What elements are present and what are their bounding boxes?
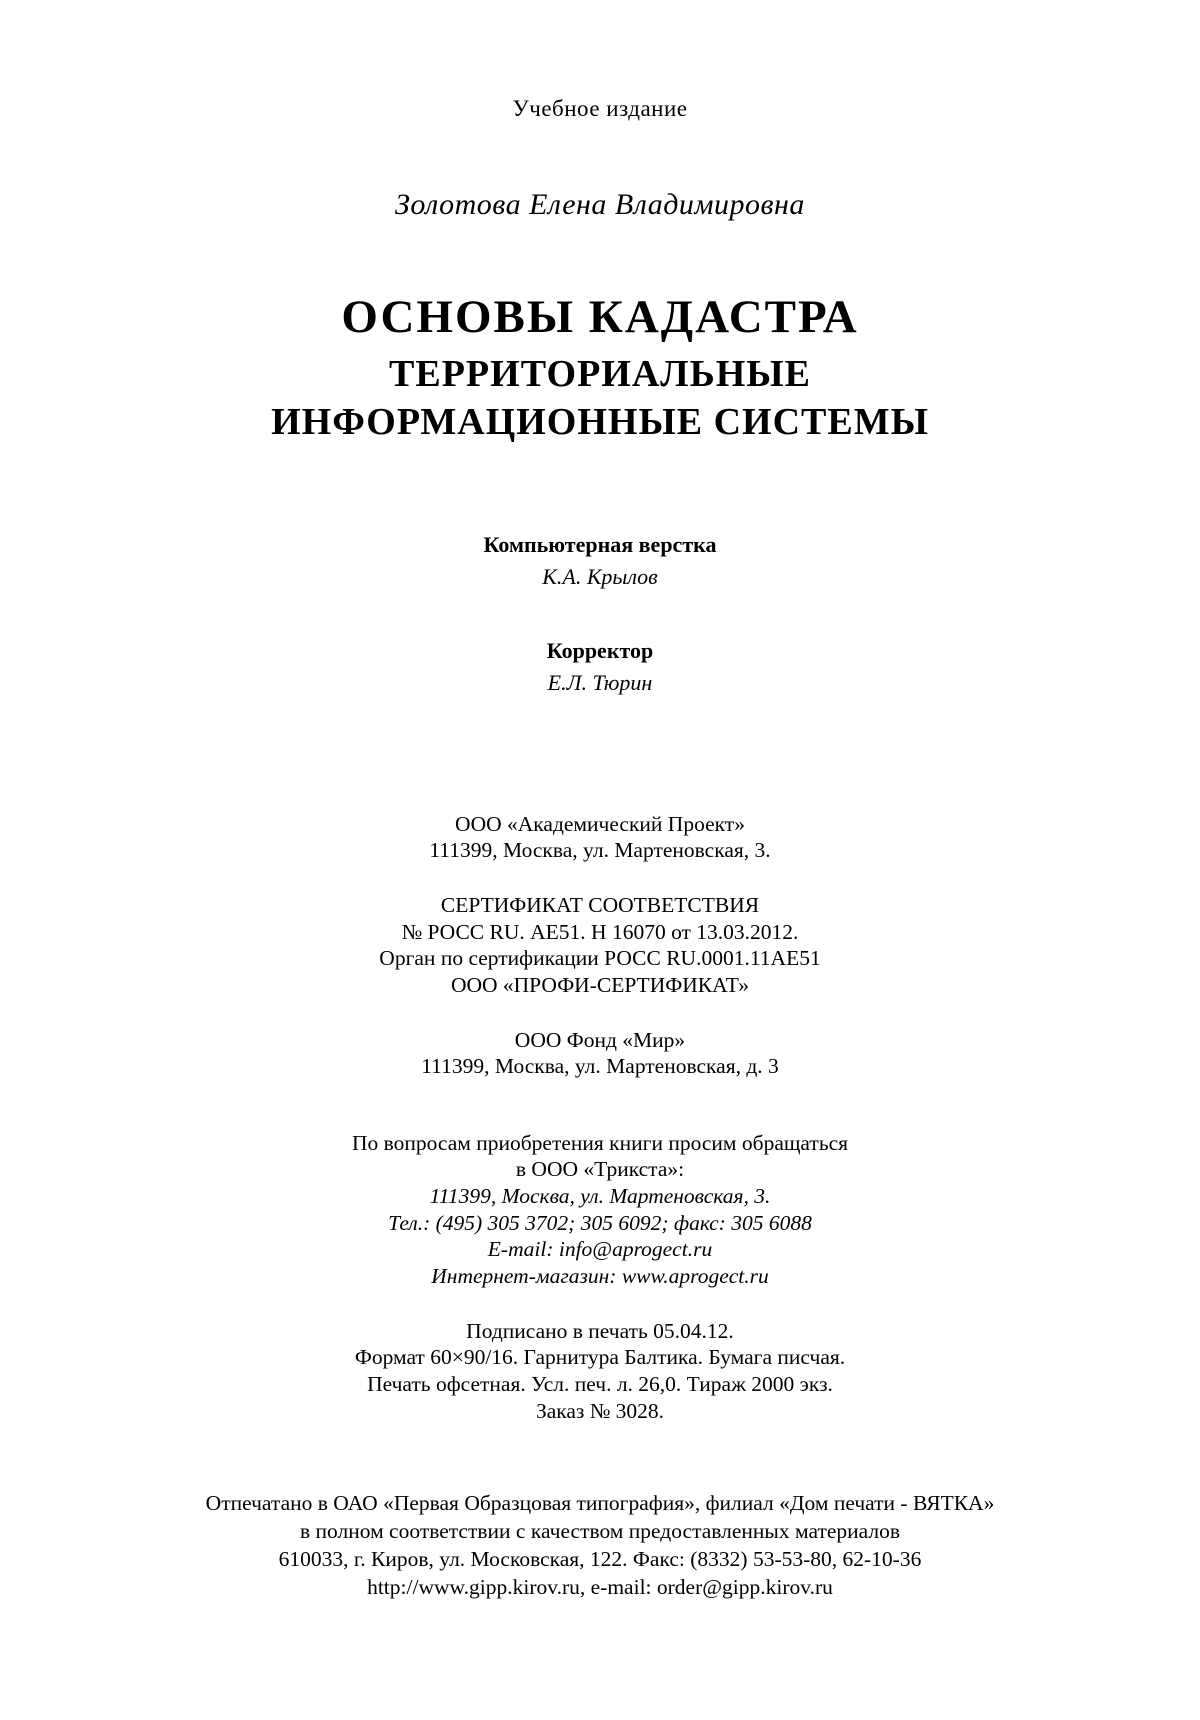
orders-email: E-mail: info@aprogect.ru [487, 1237, 713, 1262]
orders-webshop: Интернет-магазин: www.aprogect.ru [431, 1264, 769, 1289]
book-title-line-3: ИНФОРМАЦИОННЫЕ СИСТЕМЫ [271, 401, 929, 443]
fund-name: ООО Фонд «Мир» [514, 1027, 686, 1052]
layout-credit [0, 529, 1200, 593]
certificate-number: № РОСС RU. АЕ51. Н 16070 от 13.03.2012. [401, 919, 799, 944]
printing-house-contacts: http://www.gipp.kirov.ru, e-mail: order@gipp.kirov.ru [367, 1575, 833, 1600]
orders-line-1: По вопросам приобретения книги просим обращаться [351, 1130, 849, 1155]
printing-house-note: в полном соответствии с качеством предоставленных материалов [300, 1519, 900, 1544]
corrector-credit-name: Е.Л. Тюрин [547, 669, 653, 695]
print-info [0, 1318, 1200, 1425]
corrector-credit-label: Корректор [546, 637, 654, 663]
orders-address: 111399, Москва, ул. Мартеновская, 3. [429, 1184, 771, 1209]
orders-line-2: в ООО «Трикста»: [515, 1157, 685, 1182]
corrector-credit [0, 635, 1200, 699]
print-format: Формат 60×90/16. Гарнитура Балтика. Бумага писчая. [354, 1345, 846, 1370]
certificate-authority: Орган по сертификации РОСС RU.0001.11АЕ51 [379, 946, 821, 971]
certificate-info [0, 892, 1200, 999]
printing-house-info [0, 1490, 1200, 1602]
printing-house-name: Отпечатано в ОАО «Первая Образцовая типография», филиал «Дом печати - ВЯТКА» [205, 1491, 995, 1516]
publisher-info [0, 811, 1200, 864]
layout-credit-label: Компьютерная верстка [483, 532, 717, 557]
publisher-address: 111399, Москва, ул. Мартеновская, 3. [429, 838, 771, 863]
certificate-company: ООО «ПРОФИ-СЕРТИФИКАТ» [450, 972, 750, 997]
book-title-line-2: ТЕРРИТОРИАЛЬНЫЕ [389, 353, 811, 395]
print-date: Подписано в печать 05.04.12. [466, 1318, 734, 1343]
printing-house-address: 610033, г. Киров, ул. Московская, 122. Факс: (8332) 53-53-80, 62-10-36 [278, 1547, 922, 1572]
orders-phone: Тел.: (495) 305 3702; 305 6092; факс: 305 6088 [388, 1210, 812, 1235]
fund-info [0, 1027, 1200, 1080]
publisher-name: ООО «Академический Проект» [455, 811, 745, 836]
print-run: Печать офсетная. Усл. печ. л. 26,0. Тираж 2000 экз. [367, 1372, 833, 1397]
layout-credit-name: К.А. Крылов [542, 563, 658, 589]
book-title [0, 291, 1200, 443]
fund-address: 111399, Москва, ул. Мартеновская, д. 3 [421, 1054, 779, 1079]
certificate-title: СЕРТИФИКАТ СООТВЕТСТВИЯ [440, 892, 760, 917]
print-order-number: Заказ № 3028. [535, 1398, 665, 1423]
edition-type-label: Учебное издание [512, 96, 688, 121]
author-name: Золотова Елена Владимировна [395, 188, 805, 221]
orders-info [0, 1130, 1200, 1290]
book-title-line-1: ОСНОВЫ КАДАСТРА [341, 291, 859, 343]
